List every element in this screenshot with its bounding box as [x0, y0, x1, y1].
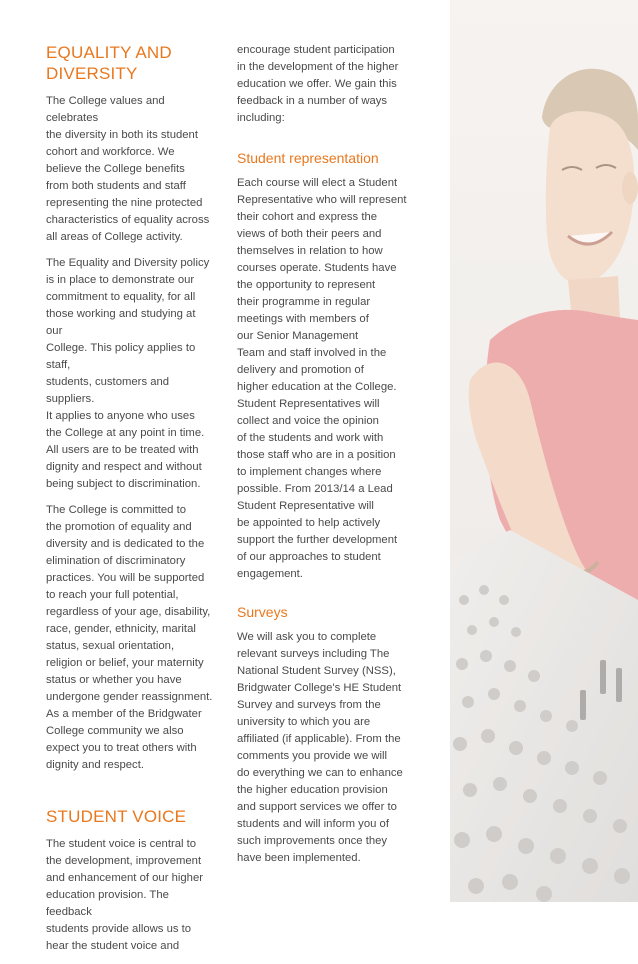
- student-representation-heading: Student representation: [237, 150, 379, 166]
- surveys-paragraph: We will ask you to complete relevant surveys including The National Student Survey (NSS), Bridgwater College's HE Student Survey and surveys from the university to which you are affiliated (if applicable). From the comments you provide we will do everything we can to enhance the higher education provision and support services we offer to students and will inform you of such improvements once they have been implemented.: [237, 631, 403, 864]
- student-voice-heading: STUDENT VOICE: [46, 807, 187, 826]
- student-photo-illustration: [450, 0, 638, 902]
- equality-paragraph-2: The Equality and Diversity policy is in place to demonstrate our commitment to equality, for all those working and studying at our College. This policy applies to staff, students, customers and suppliers. It applies to anyone who uses the College at any point in time. All users are to be treated with dignity and respect and without being subject to discrimination.: [46, 257, 210, 490]
- equality-paragraph-3: The College is committed to the promotion of equality and diversity and is dedicated to the elimination of discriminatory practices. You will be supported to reach your full potential, regardless of your age, disability, race, gender, ethnicity, marital status, sexual orientation, religion or belief, your maternity status or whether you have undergone gender reassignment. As a member of the Bridgwater College community we also expect you to treat others with dignity and respect.: [46, 504, 213, 771]
- equality-paragraph-1: The College values and celebrates the diversity in both its student cohort and workforce. We believe the College benefits from both students and staff representing the nine protected characteristics of equality across all areas of College activity.: [46, 95, 210, 243]
- student-photo: [450, 0, 638, 902]
- equality-diversity-heading: EQUALITY AND DIVERSITY: [46, 43, 172, 83]
- left-column: [46, 0, 214, 964]
- intro-paragraph: encourage student participation in the development of the higher education we offer. We gain this feedback in a number of ways including:: [237, 44, 399, 124]
- student-voice-paragraph: The student voice is central to the development, improvement and enhancement of our higher education provision. The feedback students provide allows us to hear the student voice and: [46, 838, 204, 952]
- surveys-heading: Surveys: [237, 604, 288, 620]
- middle-column: [237, 0, 409, 876]
- student-representation-paragraph: Each course will elect a Student Representative who will represent their cohort and express the views of both their peers and themselves in relation to how courses operate. Students have the opportunity to represent their programme in regular meetings with members of our Senior Management Team and staff involved in the delivery and promotion of higher education at the College. Student Representatives will collect and voice the opinion of the students and work with those staff who are in a position to implement changes where possible. From 2013/14 a Lead Student Representative will be appointed to help actively support the further development of our approaches to student engagement.: [237, 177, 407, 580]
